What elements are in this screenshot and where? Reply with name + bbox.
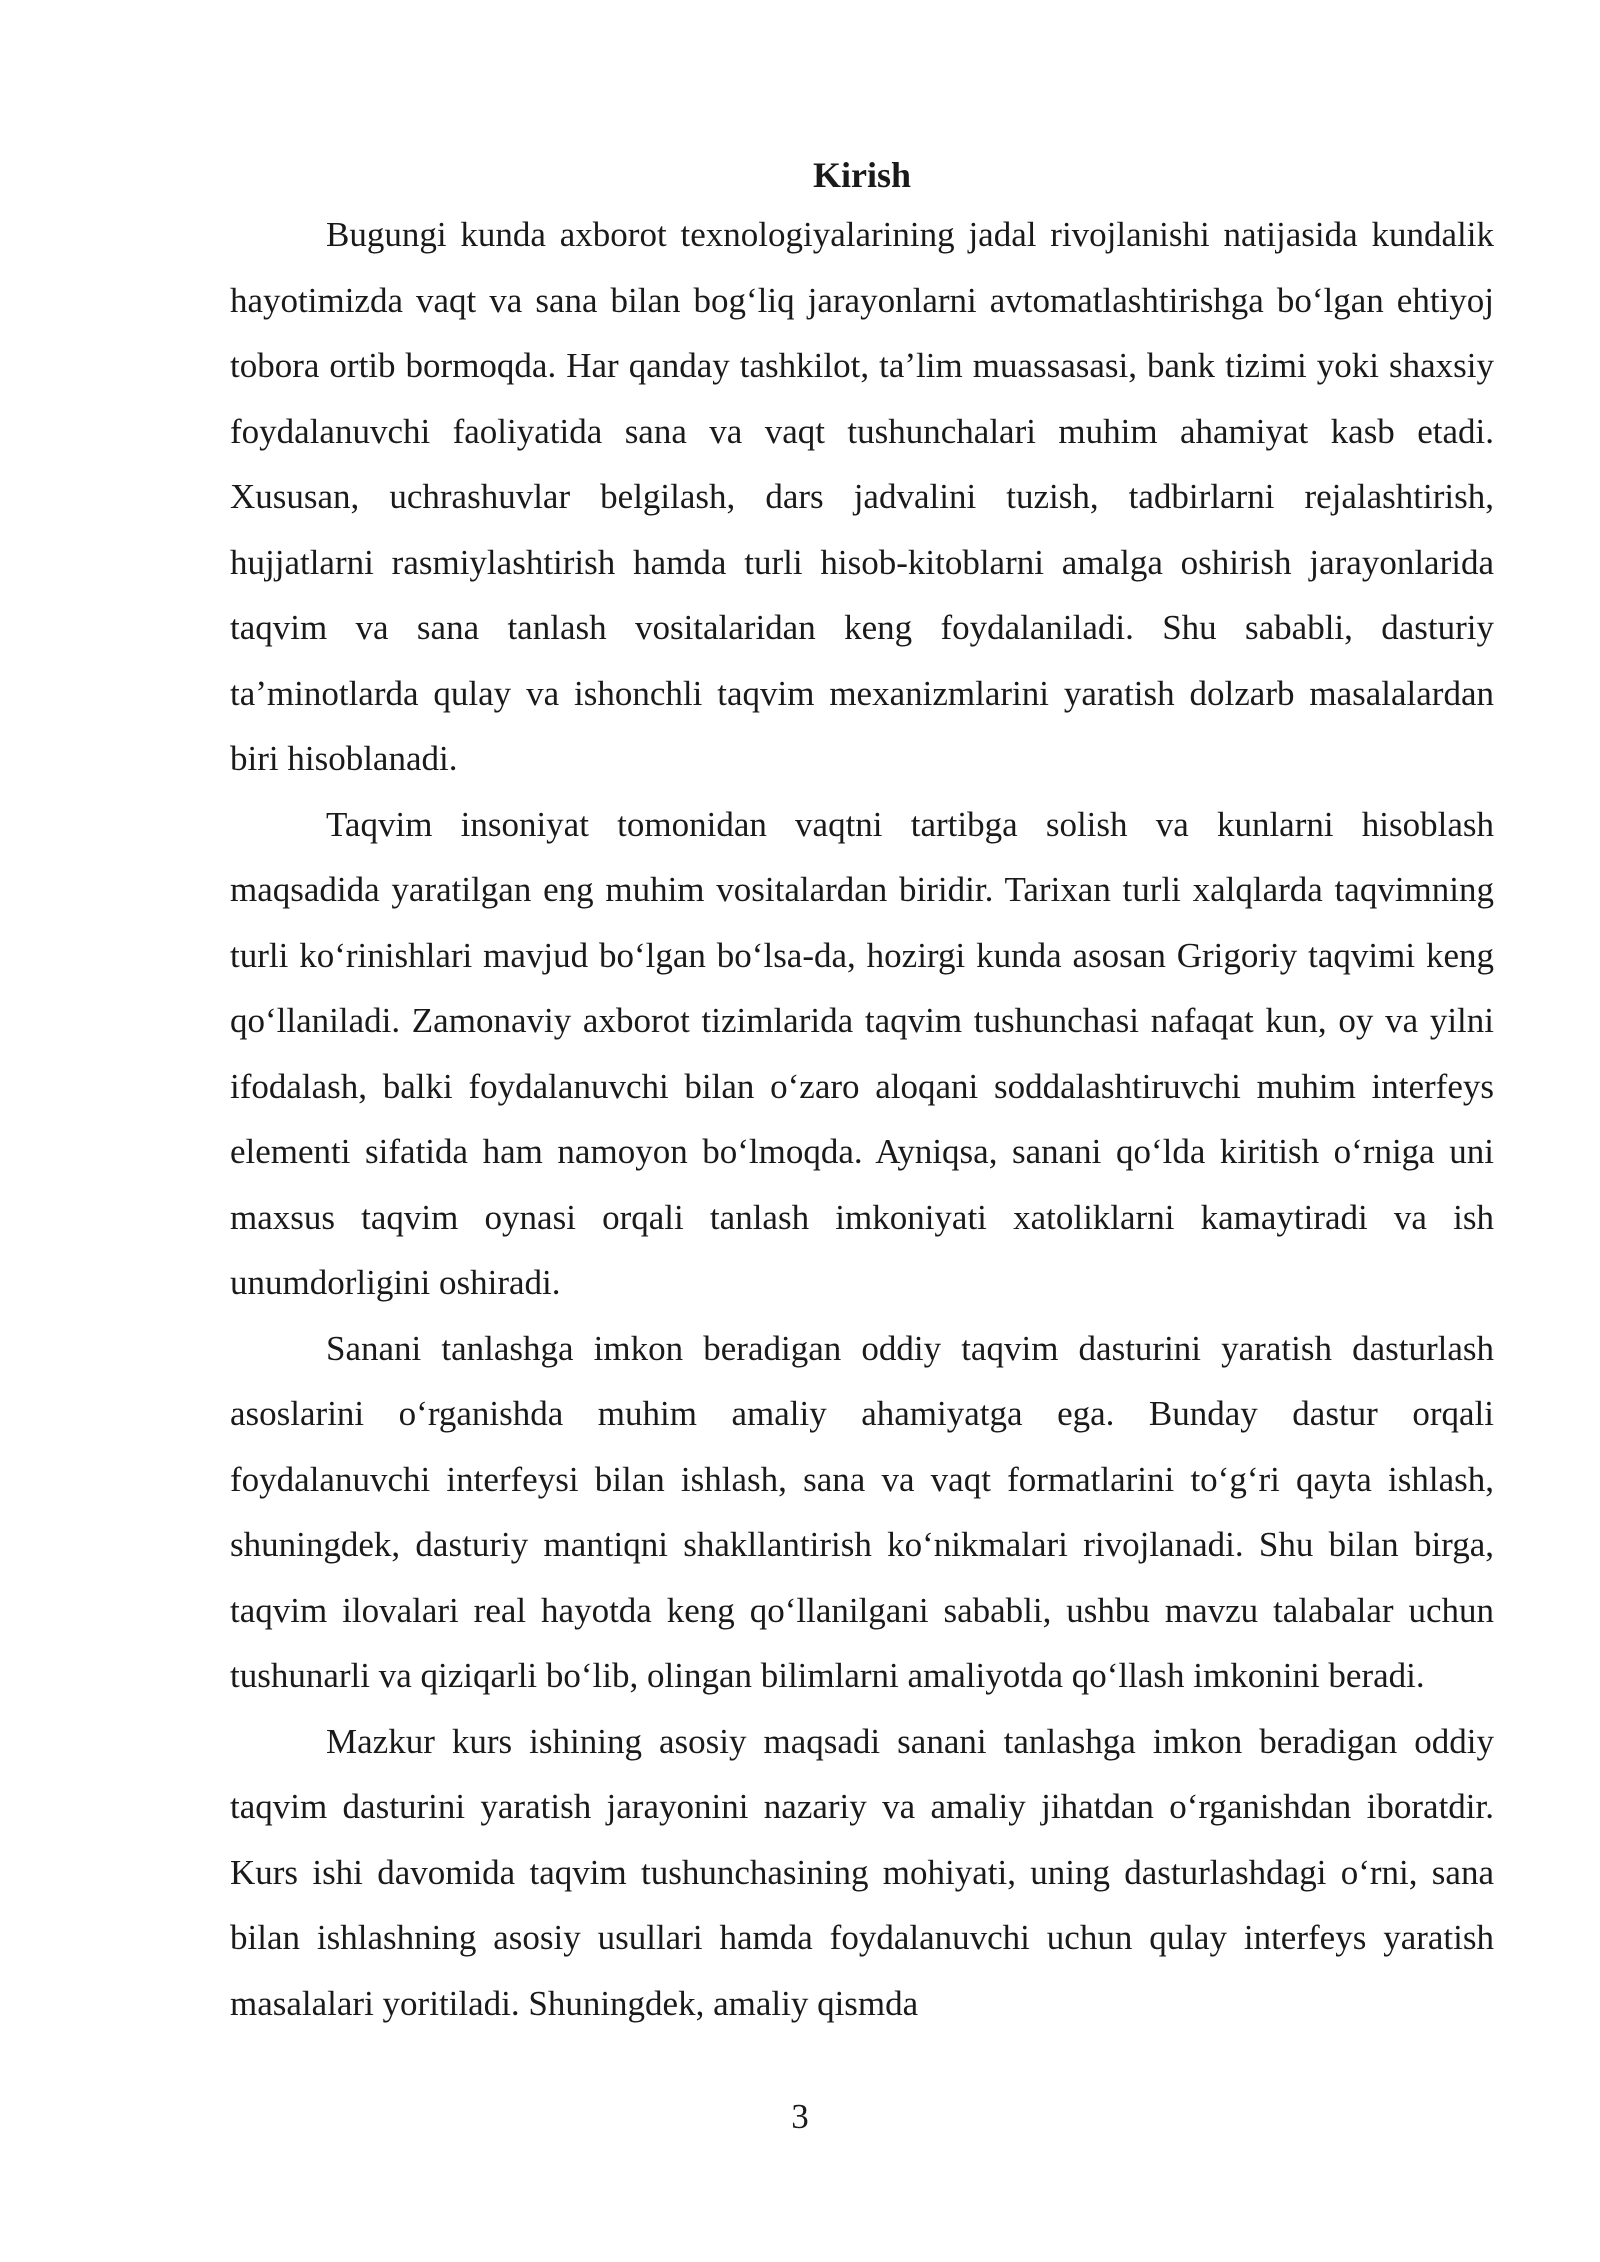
- page-content: [230, 148, 1494, 2036]
- page-number: 3: [791, 2097, 809, 2136]
- section-heading: Kirish: [812, 155, 911, 195]
- paragraph-program-importance: Sanani tanlashga imkon beradigan oddiy taqvim dasturini yaratish dasturlash asoslarini oʻrganishda muhim amaliy ahamiyatga ega. Bunday dastur orqali foydalanuvchi interfeysi bilan ishlash, sana va vaqt formatlarini toʻgʻri qayta ishlash, shuningdek, dasturiy mantiqni shakllantirish koʻnikmalari rivojlanadi. Shu bilan birga, taqvim ilovalari real hayotda keng qoʻllanilgani sababli, ushbu mavzu talabalar uchun tushunarli va qiziqarli boʻlib, olingan bilimlarni amaliyotda qoʻllash imkonini beradi.: [230, 1328, 1494, 1695]
- paragraph-course-goal: Mazkur kurs ishining asosiy maqsadi sanani tanlashga imkon beradigan oddiy taqvim dasturini yaratish jarayonini nazariy va amaliy jihatdan oʻrganishdan iboratdir. Kurs ishi davomida taqvim tushunchasining mohiyati, uning dasturlashdagi oʻrni, sana bilan ishlashning asosiy usullari hamda foydalanuvchi uchun qulay interfeys yaratish masalalari yoritiladi. Shuningdek, amaliy qismda: [230, 1721, 1494, 2023]
- paragraph-intro: Bugungi kunda axborot texnologiyalarining jadal rivojlanishi natijasida kundalik hayotimizda vaqt va sana bilan bogʻliq jarayonlarni avtomatlashtirishga boʻlgan ehtiyoj tobora ortib bormoqda. Har qanday tashkilot, taʼlim muassasasi, bank tizimi yoki shaxsiy foydalanuvchi faoliyatida sana va vaqt tushunchalari muhim ahamiyat kasb etadi. Xususan, uchrashuvlar belgilash, dars jadvalini tuzish, tadbirlarni rejalashtirish, hujjatlarni rasmiylashtirish hamda turli hisob-kitoblarni amalga oshirish jarayonlarida taqvim va sana tanlash vositalaridan keng foydalaniladi. Shu sababli, dasturiy taʼminotlarda qulay va ishonchli taqvim mexanizmlarini yaratish dolzarb masalalardan biri hisoblanadi.: [230, 215, 1494, 778]
- paragraph-calendar-history: Taqvim insoniyat tomonidan vaqtni tartibga solish va kunlarni hisoblash maqsadida yaratilgan eng muhim vositalardan biridir. Tarixan turli xalqlarda taqvimning turli koʻrinishlari mavjud boʻlgan boʻlsa-da, hozirgi kunda asosan Grigoriy taqvimi keng qoʻllaniladi. Zamonaviy axborot tizimlarida taqvim tushunchasi nafaqat kun, oy va yilni ifodalash, balki foydalanuvchi bilan oʻzaro aloqani soddalashtiruvchi muhim interfeys elementi sifatida ham namoyon boʻlmoqda. Ayniqsa, sanani qoʻlda kiritish oʻrniga uni maxsus taqvim oynasi orqali tanlash imkoniyati xatoliklarni kamaytiradi va ish unumdorligini oshiradi.: [230, 804, 1494, 1302]
